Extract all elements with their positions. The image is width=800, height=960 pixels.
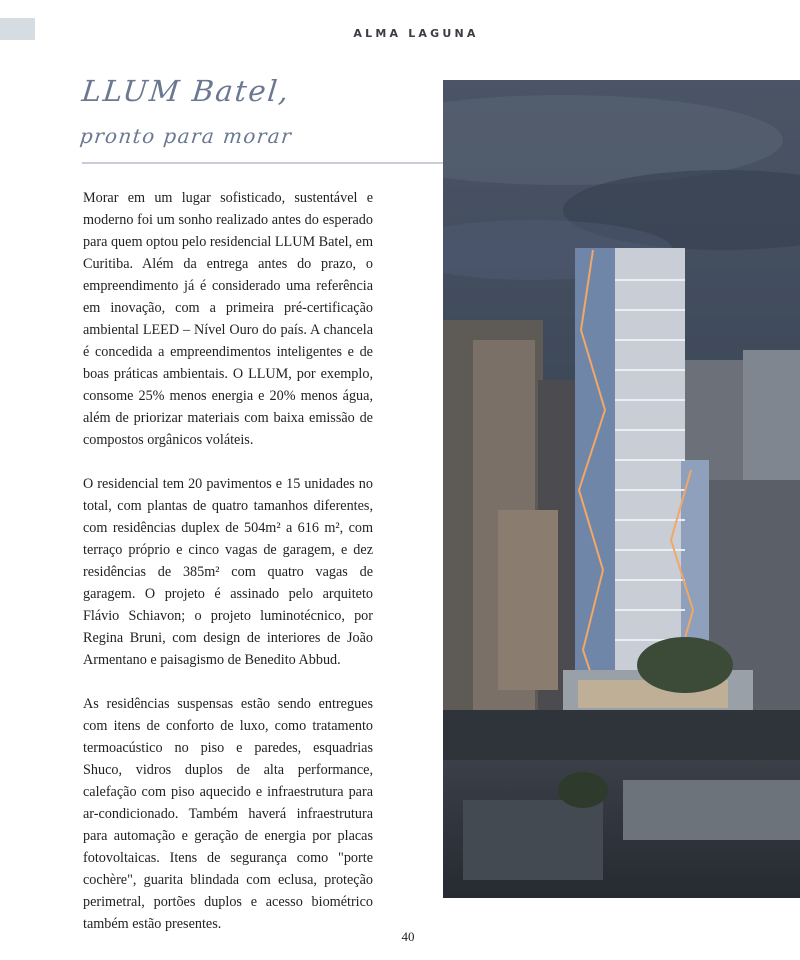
running-header: ALMA LAGUNA	[353, 27, 479, 40]
article-title: LLUM Batel,	[80, 74, 292, 108]
paragraph: Morar em um lugar sofisticado, sustentável e moderno foi um sonho realizado antes do esperado para quem optou pelo residencial LLUM Batel, em Curitiba. Além da entrega antes do prazo, o empreendimento já é considerado uma referência em inovação, com a primeira pré-certificação ambiental LEED – Nível Ouro do país. A chancela é concedida a empreendimentos inteligentes e de boas práticas ambientais. O LLUM, por exemplo, consome 25% menos energia e 20% menos água, além de priorizar materiais com baixa emissão de compostos orgânicos voláteis.	[83, 190, 373, 448]
paragraph: As residências suspensas estão sendo entregues com itens de conforto de luxo, como tratamento termoacústico no piso e paredes, esquadrias Shuco, vidros duplos de alta performance, calefação com piso aquecido e infraestrutura para ar-condicionado. Também haverá infraestrutura para automação e geração de energia por placas fotovoltaicas. Itens de segurança como "porte cochère", guarita blindada com eclusa, proteção perimetral, portões duplos e acesso biométrico também estão presentes.	[83, 696, 373, 932]
building-photo	[443, 80, 800, 898]
title-divider	[82, 162, 475, 164]
paragraph: O residencial tem 20 pavimentos e 15 unidades no total, com plantas de quatro tamanhos diferentes, com residências duplex de 504m² a 616 m², com terraço próprio e cinco vagas de garagem, e dez residências de 385m² com quatro vagas de garagem. O projeto é assinado pelo arquiteto Flávio Schiavon; o projeto luminotécnico, por Regina Bruni, com design de interiores de João Armentano e paisagismo de Benedito Abbud.	[83, 476, 373, 668]
article-body	[83, 187, 373, 957]
page-number: 40	[401, 929, 415, 944]
article-subtitle: pronto para morar	[78, 124, 294, 148]
